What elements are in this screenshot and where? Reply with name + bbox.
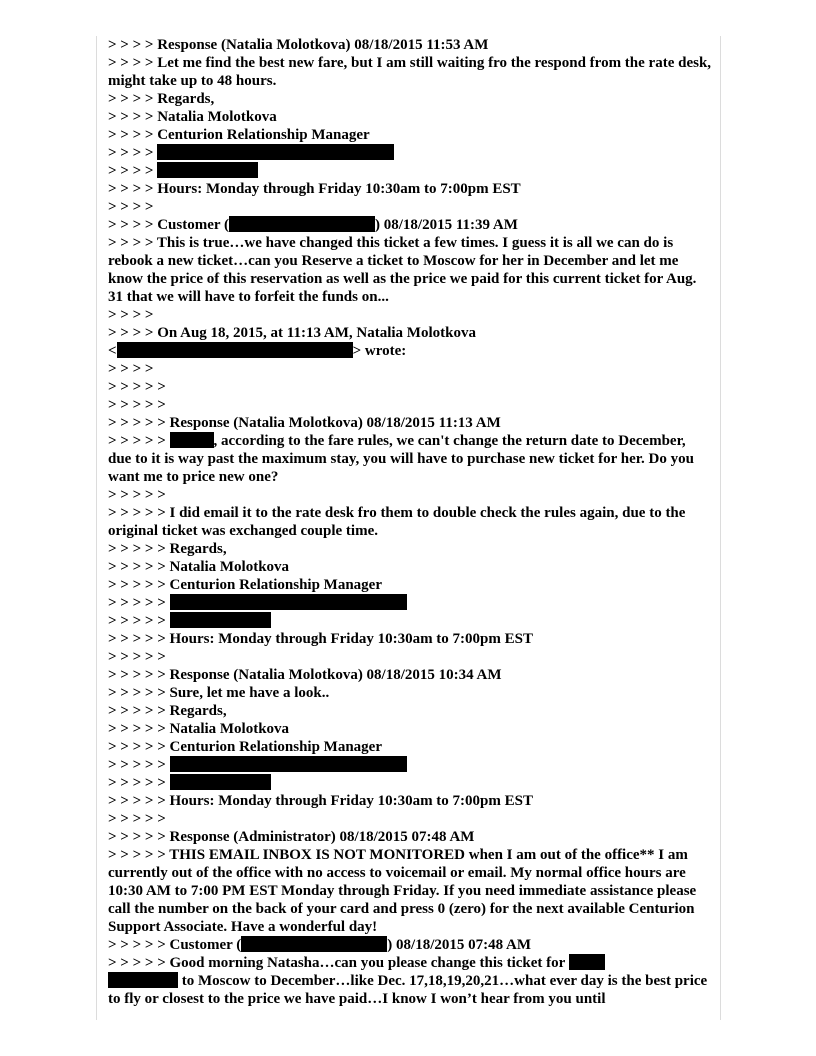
reply-attribution-email: < > wrote: <box>108 343 407 359</box>
response-header: > > > > > Response (Natalia Molotkova) 08/18/2015 10:34 AM <box>108 667 502 683</box>
signature-regards: > > > > > Regards, <box>108 541 227 557</box>
quote-line: > > > > > <box>108 811 166 827</box>
response-body: > > > > > Sure, let me have a look.. <box>108 685 330 701</box>
redacted-line: > > > > > <box>108 594 712 612</box>
redaction-box <box>241 936 387 952</box>
response-header: > > > > > Response (Administrator) 08/18/2015 07:48 AM <box>108 829 475 845</box>
redaction-box <box>569 954 605 970</box>
redacted-line: > > > > <box>108 162 712 180</box>
signature-hours: > > > > > Hours: Monday through Friday 10:30am to 7:00pm EST <box>108 793 533 809</box>
redaction-box <box>157 144 394 160</box>
email-thread <box>108 36 712 1008</box>
redaction-box <box>170 756 407 772</box>
redaction-box <box>170 594 407 610</box>
redaction-box <box>170 774 271 790</box>
signature-hours: > > > > > Hours: Monday through Friday 10:30am to 7:00pm EST <box>108 631 533 647</box>
redaction-box <box>170 432 214 448</box>
response-body: > > > > > , according to the fare rules, we can't change the return date to December, due to it is way past the maximum stay, you will have to purchase new ticket for her. Do you want me to price new one? <box>108 433 694 485</box>
quote-line: > > > > > <box>108 379 166 395</box>
signature-title: > > > > > Centurion Relationship Manager <box>108 739 382 755</box>
redaction-box <box>108 972 178 988</box>
response-body: > > > > > I did email it to the rate desk fro them to double check the rules again, due to the original ticket was exchanged couple time. <box>108 505 686 539</box>
redacted-line: > > > > <box>108 144 712 162</box>
customer-header: > > > > > Customer ( ) 08/18/2015 07:48 AM <box>108 937 532 953</box>
redacted-line: > > > > > <box>108 612 712 630</box>
signature-title: > > > > > Centurion Relationship Manager <box>108 577 382 593</box>
signature-regards: > > > > Regards, <box>108 91 215 107</box>
signature-regards: > > > > > Regards, <box>108 703 227 719</box>
auto-reply-body: > > > > > THIS EMAIL INBOX IS NOT MONITORED when I am out of the office** I am currently out of the office with no access to voicemail or email. My normal office hours are 10:30 AM to 7:00 PM EST Monday through Friday. If you need immediate assistance please call the number on the back of your card and press 0 (zero) for the next available Centurion Support Associate. Have a wonderful day! <box>108 847 697 935</box>
signature-name: > > > > > Natalia Molotkova <box>108 721 290 737</box>
quote-line: > > > > > <box>108 487 166 503</box>
redacted-line: > > > > > <box>108 756 712 774</box>
quote-line: > > > > <box>108 199 154 215</box>
quote-line: > > > > > <box>108 649 166 665</box>
customer-body: > > > > This is true…we have changed this ticket a few times. I guess it is all we can do is rebook a new ticket…can you Reserve a ticket to Moscow for her in December and let me know the price of this reservation as well as the price we paid for this current ticket for Aug. 31 that we will have to forfeit the funds on... <box>108 235 697 305</box>
response-header: > > > > > Response (Natalia Molotkova) 08/18/2015 11:13 AM <box>108 415 501 431</box>
response-header: > > > > Response (Natalia Molotkova) 08/18/2015 11:53 AM <box>108 37 489 53</box>
redaction-box <box>170 612 271 628</box>
reply-attribution: > > > > On Aug 18, 2015, at 11:13 AM, Natalia Molotkova <box>108 325 476 341</box>
redaction-box <box>229 216 375 232</box>
redaction-box <box>117 342 353 358</box>
response-body: > > > > Let me find the best new fare, but I am still waiting fro the respond from the rate desk, might take up to 48 hours. <box>108 55 712 89</box>
quote-line: > > > > > <box>108 397 166 413</box>
redaction-box <box>157 162 258 178</box>
quote-line: > > > > <box>108 307 154 323</box>
signature-title: > > > > Centurion Relationship Manager <box>108 127 370 143</box>
redacted-line: > > > > > <box>108 774 712 792</box>
signature-hours: > > > > Hours: Monday through Friday 10:30am to 7:00pm EST <box>108 181 521 197</box>
signature-name: > > > > Natalia Molotkova <box>108 109 277 125</box>
customer-header: > > > > Customer ( ) 08/18/2015 11:39 AM <box>108 217 518 233</box>
quote-line: > > > > <box>108 361 154 377</box>
signature-name: > > > > > Natalia Molotkova <box>108 559 290 575</box>
customer-body: > > > > > Good morning Natasha…can you please change this ticket for to Moscow to December…like Dec. 17,18,19,20,21…what ever day is the best price to fly or closest to the price we have paid…I know I won’t hear from you until <box>108 955 708 1007</box>
